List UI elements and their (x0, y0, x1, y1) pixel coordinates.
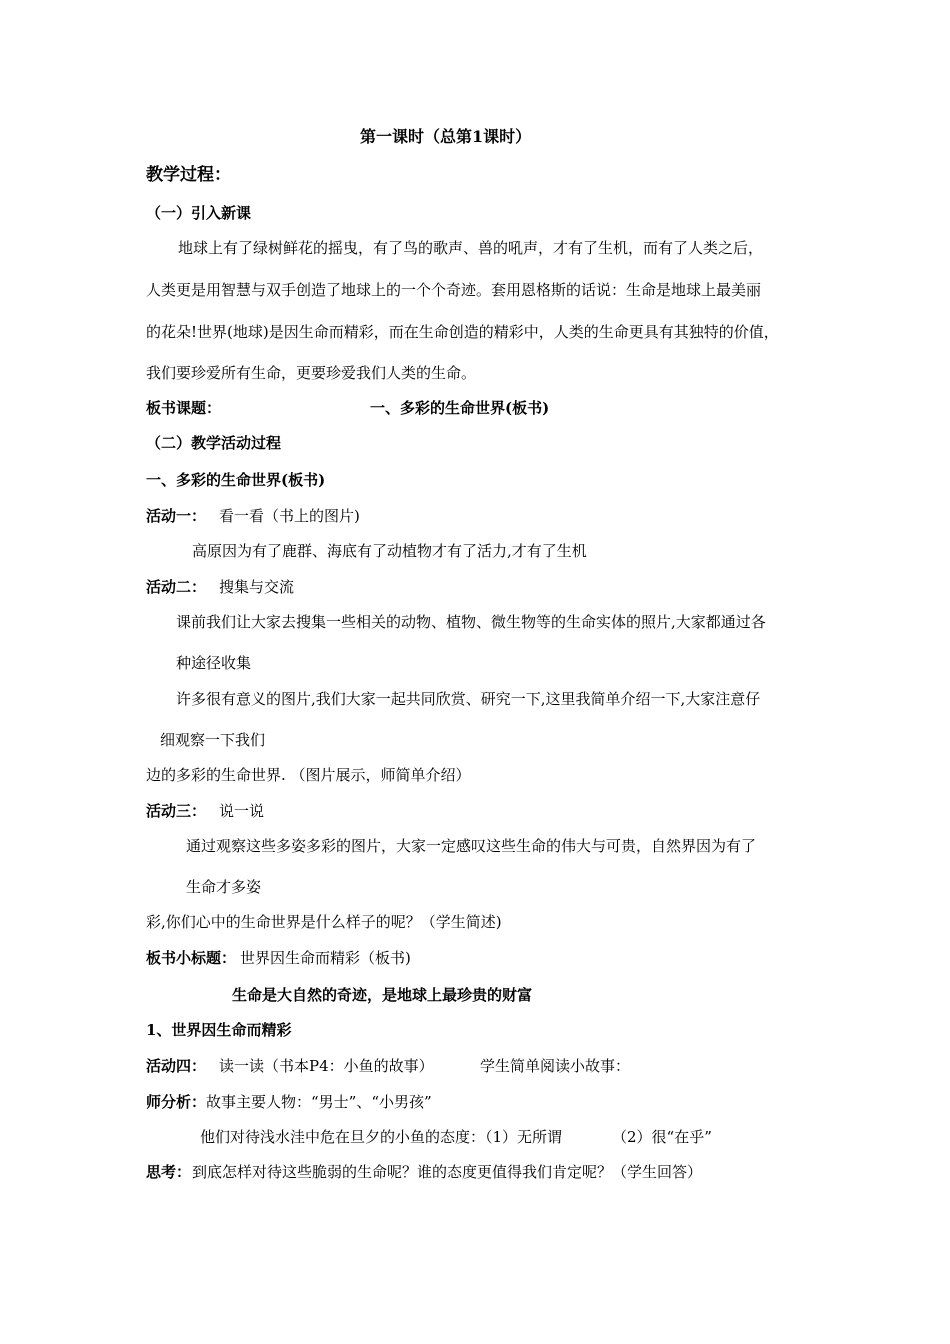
page-title: 第一课时（总第1课时） (360, 127, 532, 146)
board-topic-value: 一、多彩的生命世界(板书) (370, 399, 550, 417)
activity3-label: 活动三： (146, 802, 207, 820)
activity2-line-5: 边的多彩的生命世界. （图片展示，师简单介绍） (146, 766, 471, 784)
activity4-extra: 学生简单阅读小故事： (480, 1057, 631, 1075)
part1-subheading: 1、世界因生命而精彩 (146, 1021, 292, 1039)
activity3-line-2: 生命才多姿 (186, 878, 262, 896)
teacher-analysis-text: 故事主要人物：“男士”、“小男孩” (206, 1093, 432, 1111)
highlight-statement: 生命是大自然的奇迹，是地球上最珍贵的财富 (232, 986, 533, 1004)
activity4-text: 读一读（书本P4：小鱼的故事） (219, 1057, 434, 1075)
think-label: 思考： (146, 1163, 192, 1181)
section-activities-label: （二）教学活动过程 (146, 434, 282, 452)
board-subtitle-value: 世界因生命而精彩（板书) (240, 949, 411, 967)
intro-paragraph-line-2: 人类更是用智慧与双手创造了地球上的一个个奇迹。套用恩格斯的话说：生命是地球上最美丽 (146, 281, 762, 299)
teacher-analysis-detail-2: （2）很“在乎” (612, 1128, 712, 1146)
teaching-process-heading: 教学过程： (146, 165, 231, 185)
board-topic-label: 板书课题： (146, 399, 222, 417)
activity3-line-1: 通过观察这些多姿多彩的图片，大家一定感叹这些生命的伟大与可贵，自然界因为有了 (186, 837, 757, 855)
activity2-line-2: 种途径收集 (176, 654, 252, 672)
teacher-analysis-label: 师分析： (146, 1093, 207, 1111)
intro-paragraph-line-4: 我们要珍爱所有生命，更要珍爱我们人类的生命。 (146, 364, 477, 382)
intro-paragraph-line-3: 的花朵!世界(地球)是因生命而精彩，而在生命创造的精彩中，人类的生命更具有其独特的价值， (146, 323, 779, 341)
activity1-label: 活动一： (146, 507, 207, 525)
activity4-label: 活动四： (146, 1057, 207, 1075)
activity2-line-1: 课前我们让大家去搜集一些相关的动物、植物、微生物等的生命实体的照片,大家都通过各 (176, 613, 766, 631)
part1-heading: 一、多彩的生命世界(板书) (146, 471, 326, 489)
activity1-text: 看一看（书上的图片) (219, 507, 360, 525)
activity2-line-3: 许多很有意义的图片,我们大家一起共同欣赏、研究一下,这里我简单介绍一下,大家注意仔 (176, 690, 761, 708)
activity2-label: 活动二： (146, 578, 207, 596)
think-text: 到底怎样对待这些脆弱的生命呢？谁的态度更值得我们肯定呢？（学生回答） (192, 1163, 703, 1181)
teacher-analysis-detail: 他们对待浅水洼中危在旦夕的小鱼的态度：（1）无所谓 (200, 1128, 563, 1146)
activity1-detail: 高原因为有了鹿群、海底有了动植物才有了活力,才有了生机 (192, 542, 587, 560)
activity3-text: 说一说 (219, 802, 265, 820)
activity2-text: 搜集与交流 (219, 578, 295, 596)
section-intro-label: （一）引入新课 (146, 204, 252, 222)
board-subtitle-label: 板书小标题： (146, 949, 237, 967)
activity2-line-4: 细观察一下我们 (160, 731, 266, 749)
intro-paragraph-line-1: 地球上有了绿树鲜花的摇曳，有了鸟的歌声、兽的吼声，才有了生机，而有了人类之后， (178, 239, 764, 257)
activity3-line-3: 彩,你们心中的生命世界是什么样子的呢？（学生简述) (146, 913, 502, 931)
